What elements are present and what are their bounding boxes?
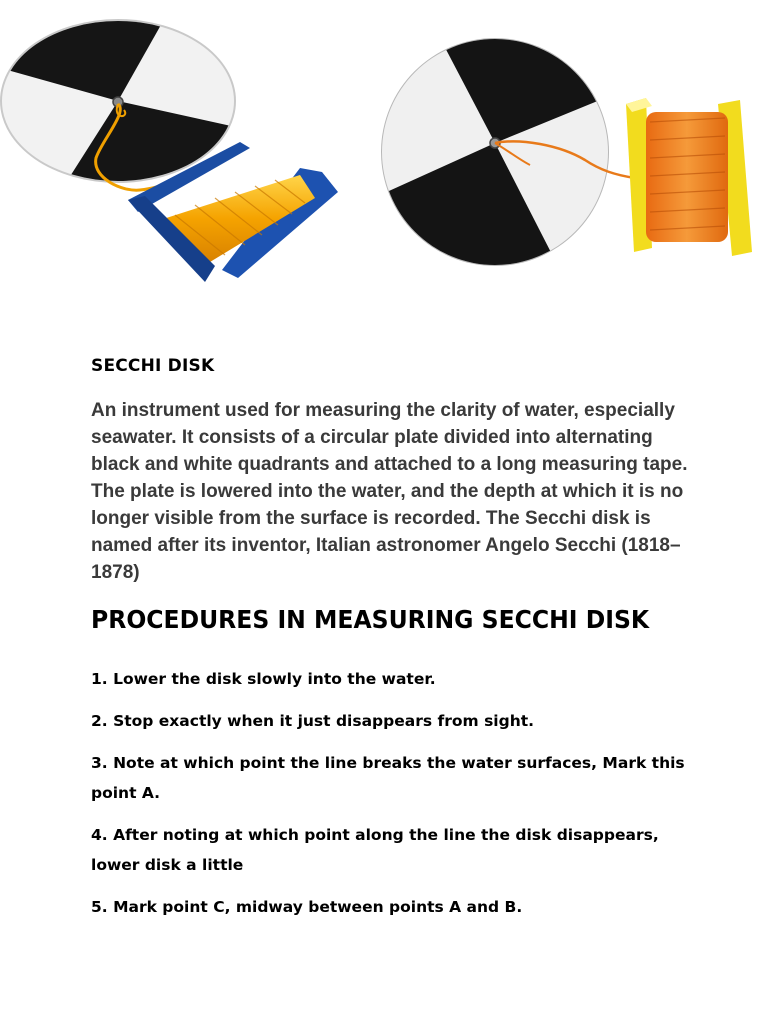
procedure-step: 3. Note at which point the line breaks the water surfaces, Mark this point A. xyxy=(91,754,685,802)
procedure-step: 2. Stop exactly when it just disappears from sight. xyxy=(91,712,535,730)
procedure-step: 4. After noting at which point along the line the disk disappears, lower disk a little xyxy=(91,826,659,874)
procedure-steps xyxy=(91,664,691,934)
procedure-step: 1. Lower the disk slowly into the water. xyxy=(91,670,436,688)
description-paragraph: An instrument used for measuring the clarity of water, especially seawater. It consists of a circular plate divided into alternating black and white quadrants and attached to a long measuring tape. The plate is lowered into the water, and the depth at which it is no longer visible from the surface is recorded. The Secchi disk is named after its inventor, Italian astronomer Angelo Secchi (1818–1878) xyxy=(91,400,688,583)
procedures-heading: PROCEDURES IN MEASURING SECCHI DISK xyxy=(91,605,650,634)
procedure-step: 5. Mark point C, midway between points A and B. xyxy=(91,898,523,916)
secchi-disk-illustrations xyxy=(0,0,768,300)
section-title: SECCHI DISK xyxy=(91,356,215,376)
